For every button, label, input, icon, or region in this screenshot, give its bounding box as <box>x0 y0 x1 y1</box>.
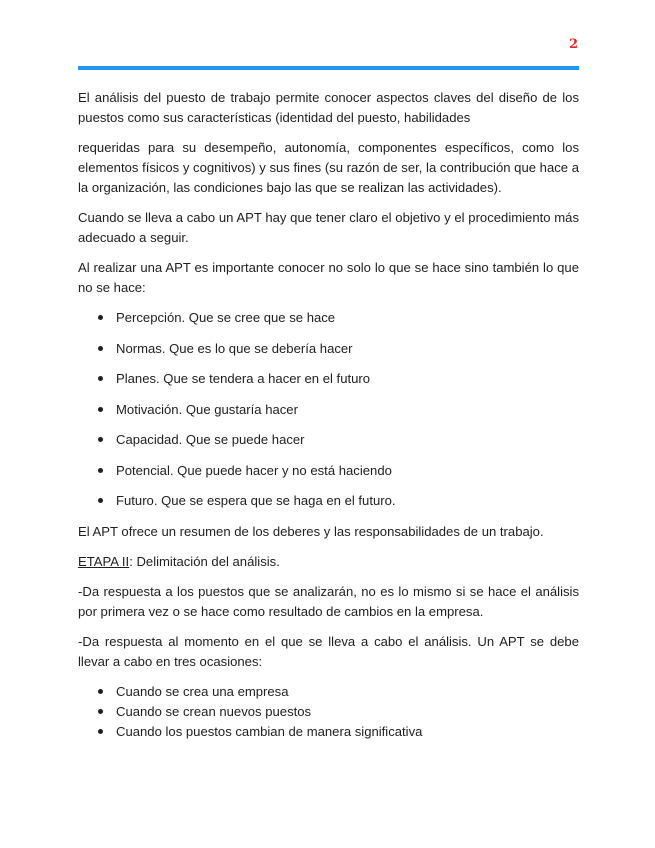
list-item-text: Cuando se crean nuevos puestos <box>116 703 312 719</box>
bullet-icon <box>98 346 103 351</box>
paragraph-etapa <box>78 552 579 572</box>
paragraph-intro-part2: requeridas para su desempeño, autonomía, componentes específicos, como los elementos físicos y cognitivos) y sus fines (su razón de ser, la contribución que hace a la organización, las condiciones bajo las que se realizan las actividades). <box>78 140 579 195</box>
list-item <box>78 308 579 328</box>
list-item <box>78 369 579 389</box>
paragraph-momento: -Da respuesta al momento en el que se lleva a cabo el análisis. Un APT se debe llevar a cabo en tres ocasiones: <box>78 633 579 669</box>
list-item <box>78 722 579 742</box>
paragraph-summary: El APT ofrece un resumen de los deberes y las responsabilidades de un trabajo. <box>78 523 544 539</box>
list-item-text: Percepción. Que se cree que se hace <box>116 310 336 325</box>
list-item-text: Futuro. Que se espera que se haga en el futuro. <box>116 493 396 508</box>
bullet-icon <box>98 709 103 714</box>
paragraph-apt-scope: Al realizar una APT es importante conocer no solo lo que se hace sino también lo que no se hace: <box>78 260 579 295</box>
list-item <box>78 430 579 450</box>
paragraph-objective: Cuando se lleva a cabo un APT hay que tener claro el objetivo y el procedimiento más adecuado a seguir. <box>78 210 579 245</box>
list-item <box>78 461 579 481</box>
bullet-icon <box>98 407 103 412</box>
bullet-icon <box>98 498 103 503</box>
list-item-text: Potencial. Que puede hacer y no está haciendo <box>116 462 392 478</box>
list-item-text: Capacidad. Que se puede hacer <box>116 432 305 447</box>
bullet-icon <box>98 689 103 694</box>
aspects-list <box>78 308 579 511</box>
list-item <box>78 702 579 722</box>
list-item-text: Motivación. Que gustaría hacer <box>116 401 298 417</box>
etapa-text: : Delimitación del análisis. <box>129 553 280 569</box>
list-item <box>78 682 579 702</box>
bullet-icon <box>98 315 103 320</box>
list-item <box>78 400 579 420</box>
bullet-icon <box>98 376 103 381</box>
etapa-label: ETAPA II <box>78 553 130 569</box>
list-item-text: Planes. Que se tendera a hacer en el futuro <box>116 371 371 386</box>
header-rule <box>78 66 579 70</box>
list-item-text: Cuando se crea una empresa <box>116 683 289 699</box>
bullet-icon <box>98 437 103 442</box>
list-item-text: Normas. Que es lo que se debería hacer <box>116 340 353 356</box>
list-item <box>78 339 579 359</box>
paragraph-puestos: -Da respuesta a los puestos que se analizarán, no es lo mismo si se hace el análisis por primera vez o se hace como resultado de cambios en la empresa. <box>78 583 579 619</box>
occasions-list <box>78 682 579 742</box>
bullet-icon <box>98 729 103 734</box>
bullet-icon <box>98 468 103 473</box>
list-item-text: Cuando los puestos cambian de manera significativa <box>116 723 423 739</box>
page-number: 2 <box>568 37 578 52</box>
paragraph-intro-part1: El análisis del puesto de trabajo permite conocer aspectos claves del diseño de los puestos como sus características (identidad del puesto, habilidades <box>78 90 579 125</box>
list-item <box>78 491 579 511</box>
document-body <box>78 88 579 742</box>
